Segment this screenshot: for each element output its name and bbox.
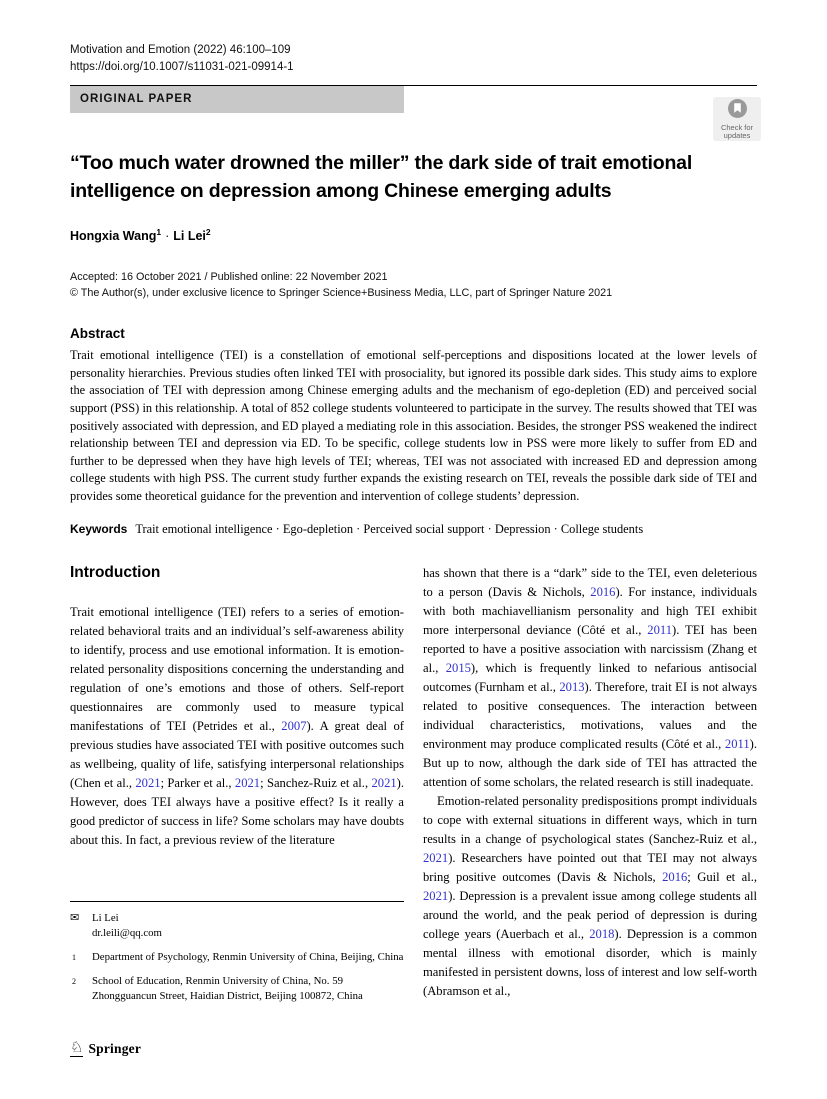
affiliation-1-text: Department of Psychology, Renmin University of China, Beijing, China — [92, 950, 404, 963]
keywords-text: Trait emotional intelligence · Ego-depletion · Perceived social support · Depression · College students — [135, 521, 644, 536]
two-column-body — [70, 564, 757, 1004]
intro-paragraph-left: Trait emotional intelligence (TEI) refers to a series of emotion-related behavioral traits and an individual’s self-awareness ability to identify, process and use emotional information. It is emotion-related personality dispositions concerning the understanding and regulation of one’s emotions and those of others. Self-report questionnaires are commonly used to measure typical manifestations of TEI (Petrides et al., 2007). A great deal of previous studies have associated TEI with positive outcomes such as wellbeing, quality of life, satisfying interpersonal relationships (Chen et al., 2021; Parker et al., 2021; Sanchez-Ruiz et al., 2021). However, does TEI always have a positive effect? Is it really a good predictor of success in life? Some scholars may have doubts about this. In fact, a previous review of the literature — [70, 604, 405, 847]
banner-row — [70, 86, 757, 140]
author-1: Hongxia Wang$^1$ — [70, 227, 162, 244]
abstract-heading: Abstract — [70, 326, 125, 342]
check-updates-label-2: updates — [723, 131, 751, 140]
author-2-affiliation-sup: 2 — [205, 227, 211, 237]
journal-citation: Motivation and Emotion (2022) 46:100–109 — [70, 44, 291, 56]
citation-link[interactable]: 2011 — [724, 736, 750, 751]
affiliation-2 — [70, 974, 404, 1004]
accepted-published-line: Accepted: 16 October 2021 / Published online: 22 November 2021 — [70, 271, 388, 284]
intro-paragraph-right-1: has shown that there is a “dark” side to the TEI, even deleterious to a person (Davis & Nichols, 2016). For instance, individuals with both machiavellianism personality and high TEI exhibit more interpersonal deviance (Côté et al., 2011). TEI has been reported to have a positive association with narcissism (Zhang et al., 2015), which is frequently linked to nefarious antisocial outcomes (Furnham et al., 2013). Therefore, trait EI is not always related to positive consequences. The interaction between individual characteristics, motivations, values and the environment may produce complicated results (Côté et al., 2011). But up to now, although the dark side of TEI has attracted the attention of some scholars, the related research is still inadequate. — [423, 565, 757, 789]
doi-link[interactable]: https://doi.org/10.1007/s11031-021-09914-1 — [70, 61, 294, 73]
right-column — [423, 564, 757, 1004]
affiliation-1 — [70, 950, 404, 965]
citation-link[interactable]: 2021 — [371, 775, 397, 790]
citation-link[interactable]: 2021 — [135, 775, 161, 790]
citation-link[interactable]: 2011 — [647, 622, 673, 637]
affiliation-1-sup: 1 — [72, 952, 76, 962]
citation-link[interactable]: 2016 — [662, 869, 688, 884]
keywords-line — [70, 522, 757, 537]
author-1-affiliation-sup: 1 — [156, 227, 162, 237]
publisher-name: Springer — [88, 1041, 142, 1056]
citation-link[interactable]: 2016 — [590, 584, 616, 599]
springer-horse-icon: ♘ — [70, 1040, 84, 1056]
check-for-updates-button[interactable] — [713, 97, 761, 141]
author-separator: · — [165, 229, 170, 244]
author-2: Li Lei$^2$ — [173, 227, 211, 244]
citation-link[interactable]: 2021 — [423, 888, 449, 903]
citation-link[interactable]: 2021 — [423, 850, 449, 865]
correspondence-row — [70, 911, 404, 926]
article-type-banner: ORIGINAL PAPER — [70, 86, 404, 113]
corresponding-author-name: Li Lei — [92, 911, 119, 924]
affiliation-2-sup: 2 — [72, 976, 76, 986]
publisher-footer — [70, 1041, 141, 1057]
author-list — [70, 227, 757, 243]
citation-link[interactable]: 2013 — [559, 679, 585, 694]
article-title: “Too much water drowned the miller” the dark side of trait emotional intelligence on depression among Chinese emerging adults — [70, 152, 693, 202]
citation-link[interactable]: 2007 — [281, 718, 307, 733]
citation-link[interactable]: 2015 — [445, 660, 471, 675]
intro-paragraph-right-2: Emotion-related personality predispositions prompt individuals to cope with external situations in different ways, which in turn results in a change of psychological states (Sanchez-Ruiz et al., 2021). Researchers have pointed out that TEI may not always bring positive outcomes (Davis & Nichols, 2016; Guil et al., 2021). Depression is a prevalent issue among college students all around the world, and the peak period of depression is during college years (Auerbach et al., 2018). Depression is a common mental illness with emotional disorder, which is mainly manifested in persistent downs, loss of interest and low self-worth (Abramson et al., — [423, 793, 757, 998]
abstract-text: Trait emotional intelligence (TEI) is a constellation of emotional self-perceptions and dispositions located at the lower levels of personality hierarchies. Previous studies often linked TEI with prosociality, but ignored its possible dark sides. This study aims to explore the association of TEI with depression among Chinese emerging adults and the mechanism of ego-depletion (ED) and perceived social support (PSS) in this relationship. A total of 852 college students volunteered to participate in the survey. The results showed that TEI was positively associated with depression, and ED played a mediating role in this association. Besides, the stronger PSS weakened the indirect relationship between TEI and depression via ED. To be specific, college students low in PSS were more likely to suffer from ED and further to be depressed when they have high levels of TEI; whereas, TEI was not associated with increased ED and depression among college students with high PSS. The current study further expands the existing research on TEI, reveals the possible dark side of TEI and provides some theoretical guidance for the prevention and intervention of college students’ depression. — [70, 348, 757, 503]
publication-dates — [70, 270, 757, 301]
copyright-line: © The Author(s), under exclusive licence to Springer Science+Business Media, LLC, part of Springer Nature 2021 — [70, 286, 613, 299]
citation-link[interactable]: 2018 — [589, 926, 615, 941]
keywords-label: Keywords — [70, 521, 128, 536]
envelope-icon: ✉ — [70, 911, 80, 924]
check-updates-label-1: Check for — [720, 122, 754, 132]
affiliation-2-text: School of Education, Renmin University of China, No. 59 Zhongguancun Street, Haidian District, Beijing 100872, China — [92, 974, 363, 1002]
citation-link[interactable]: 2021 — [234, 775, 261, 790]
footnote-block — [70, 901, 404, 1004]
check-for-updates-icon — [727, 98, 748, 124]
corresponding-author-email[interactable]: dr.leili@qq.com — [92, 926, 162, 939]
introduction-heading: Introduction — [70, 563, 161, 581]
left-column — [70, 564, 404, 1004]
